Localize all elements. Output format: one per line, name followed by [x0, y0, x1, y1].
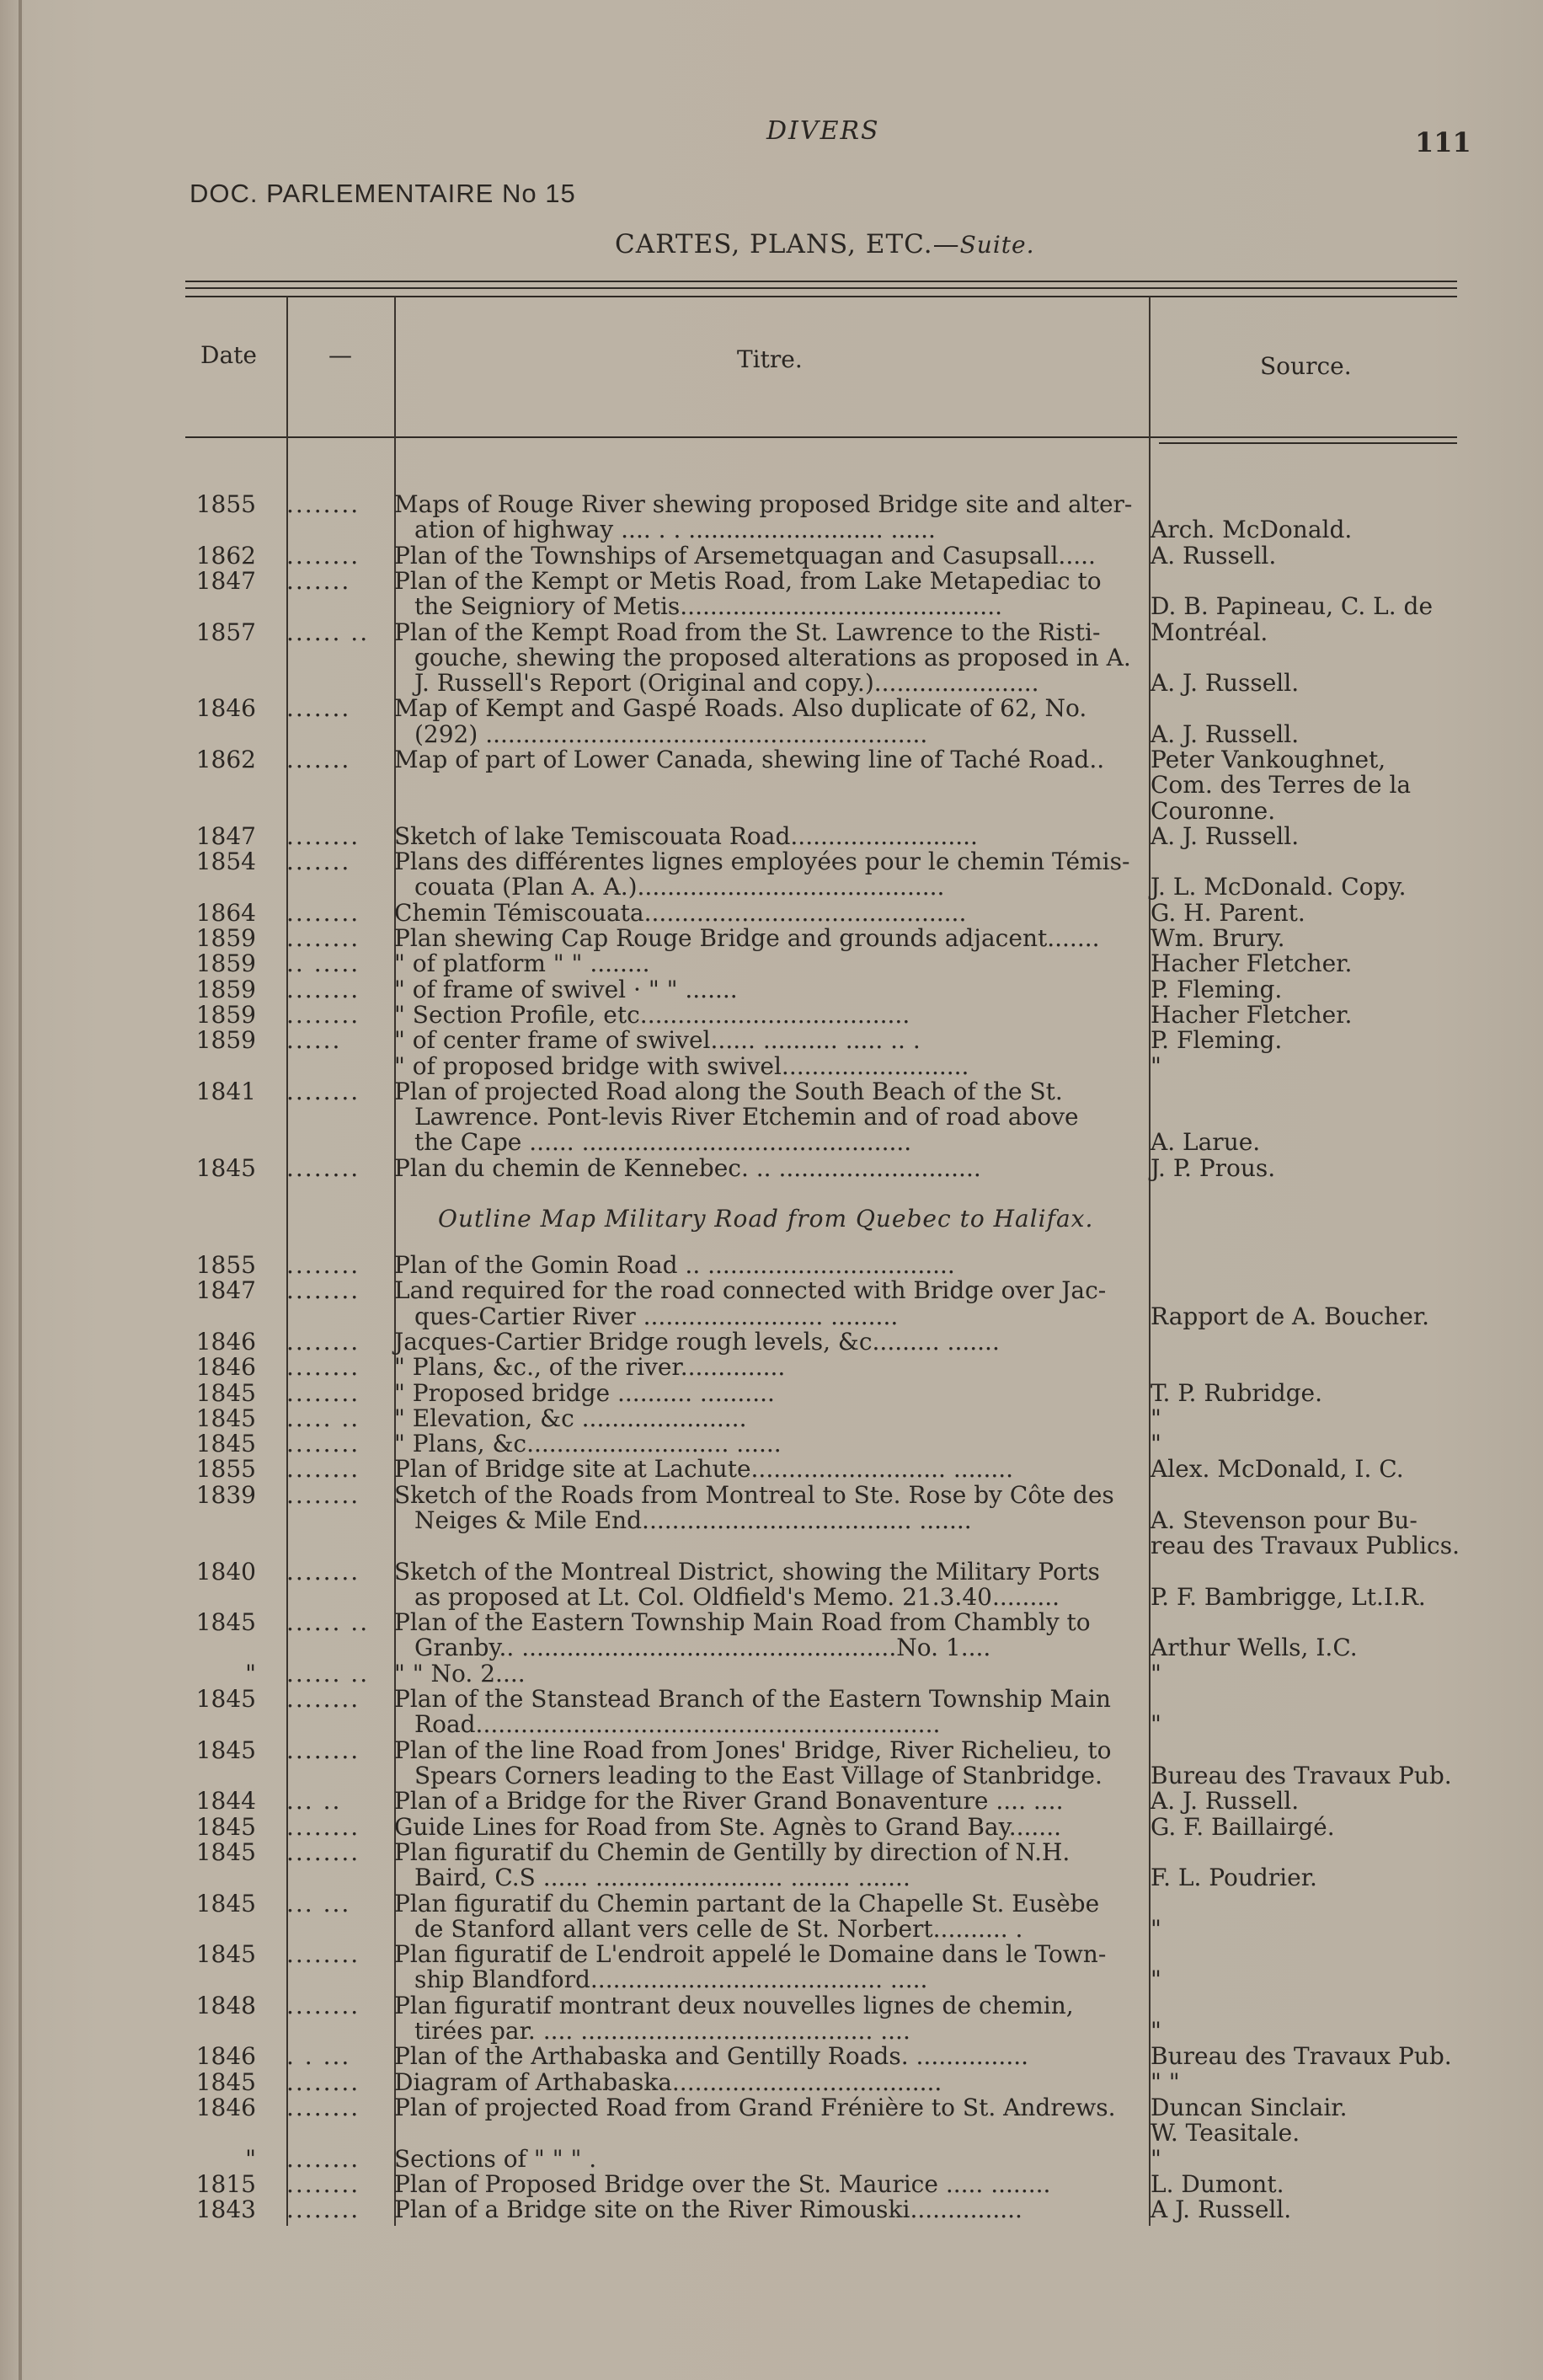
row-title-line: Plans des différentes lignes employées pour le chemin Témis-	[394, 848, 1130, 876]
row-title-line: Plan of a Bridge for the River Grand Bonaventure .... ....	[394, 1787, 1064, 1816]
row-title-line: Plan of the Eastern Township Main Road from Chambly to	[394, 1608, 1091, 1637]
row-dots: ........	[286, 2195, 360, 2224]
row-source-line: "	[1151, 1051, 1161, 1080]
row-dots: ........	[286, 1736, 360, 1764]
row-date: 1859	[195, 1026, 256, 1055]
row-source-line: Wm. Brury.	[1151, 924, 1285, 953]
table-row	[0, 2144, 1543, 2173]
row-source-line: Com. des Terres de la	[1151, 771, 1412, 800]
table-row	[0, 1079, 1543, 1156]
row-dots: ........	[286, 1251, 360, 1279]
row-dots: ........	[286, 1837, 360, 1866]
top-rule-2	[185, 287, 1457, 289]
row-title-line: Lawrence. Pont-levis River Etchemin and of road above	[414, 1103, 1079, 1131]
row-title-line: Plan du chemin de Kennebec. .. ...........................	[394, 1153, 981, 1182]
row-title-line: Guide Lines for Road from Ste. Agnès to Grand Bay.......	[394, 1812, 1061, 1841]
row-date: 1840	[195, 1557, 256, 1586]
row-title-line: tirées par. .... ....................................... ....	[414, 2016, 910, 2045]
row-date: 1846	[195, 694, 256, 723]
row-date: 1855	[195, 1455, 256, 1484]
row-title-line: " Elevation, &c ......................	[394, 1404, 747, 1432]
row-dots: .......	[286, 848, 351, 876]
row-dots: ........	[286, 1276, 360, 1305]
row-date: 1845	[195, 1889, 256, 1917]
row-title-line: Granby.. ..................................................No. 1....	[414, 1634, 991, 1662]
row-title-line: " Plans, &c., of the river..............	[394, 1353, 786, 1382]
row-dots: ........	[286, 2144, 360, 2173]
table-row	[0, 2067, 1543, 2096]
row-dots: ........	[286, 1455, 360, 1484]
row-date: 1846	[195, 1327, 256, 1356]
row-source-line: Bureau des Travaux Pub.	[1151, 1761, 1452, 1789]
row-source-line: "	[1151, 1659, 1161, 1687]
row-title-line: Sketch of lake Temiscouata Road.........................	[394, 821, 978, 850]
table-row	[0, 1687, 1543, 1738]
row-title-line: ques-Cartier River ........................ .........	[414, 1302, 899, 1330]
row-source-line: "	[1151, 2144, 1161, 2173]
row-source-line: G. F. Baillairgé.	[1151, 1812, 1335, 1841]
row-title-line: Sketch of the Montreal District, showing the Military Ports	[394, 1557, 1100, 1586]
row-title-line: ship Blandford....................................... .....	[414, 1966, 928, 1994]
row-dots: ........	[286, 1812, 360, 1841]
table-row	[0, 566, 1543, 621]
row-title-line: Plan of Proposed Bridge over the St. Maurice ..... ........	[394, 2169, 1051, 2198]
table-row	[0, 1378, 1543, 1407]
table-row	[0, 1891, 1543, 1943]
row-dots: ........	[286, 1153, 360, 1182]
table-row	[0, 849, 1543, 901]
row-title-line: " of platform " " ........	[394, 949, 650, 978]
row-source-line: "	[1151, 1404, 1161, 1432]
row-title-line: couata (Plan A. A.).........................................	[414, 873, 945, 901]
row-dots: ........	[286, 2093, 360, 2121]
row-title-line: Plan of the Arthabaska and Gentilly Roads. ...............	[394, 2042, 1029, 2071]
table-row	[0, 1789, 1543, 1814]
table-row	[0, 1812, 1543, 1841]
table-row	[0, 2169, 1543, 2198]
row-date: 1855	[195, 1251, 256, 1279]
column-head-title: Titre.	[737, 345, 803, 373]
row-source-line: Hacher Fletcher.	[1151, 949, 1353, 978]
document-label: DOC. PARLEMENTAIRE No 15	[190, 179, 576, 208]
table-row	[0, 1457, 1543, 1482]
table-row	[0, 1559, 1543, 1611]
row-dots: .......	[286, 694, 351, 723]
row-title-line: Diagram of Arthabaska....................................	[394, 2067, 942, 2096]
row-source-line: "	[1151, 2016, 1161, 2045]
row-dots: ........	[286, 1557, 360, 1586]
row-date: 1846	[195, 1353, 256, 1382]
table-row	[0, 1329, 1543, 1355]
row-date: 1859	[195, 949, 256, 978]
row-date: 1846	[195, 2093, 256, 2121]
row-source-line: Montréal.	[1151, 618, 1268, 646]
row-title-line: Plan of the line Road from Jones' Bridge, River Richelieu, to	[394, 1736, 1112, 1764]
table-row	[0, 2121, 1543, 2146]
row-title-line: Plan of a Bridge site on the River Rimouski...............	[394, 2195, 1022, 2224]
table-row	[0, 543, 1543, 569]
row-dots: ...... ..	[286, 1608, 370, 1637]
table-row	[0, 1837, 1543, 1892]
row-source-line: J. L. McDonald. Copy.	[1151, 873, 1407, 901]
row-dots: ........	[286, 1327, 360, 1356]
top-rule-1	[185, 281, 1457, 282]
row-date: 1845	[195, 1404, 256, 1432]
table-row	[0, 1610, 1543, 1661]
row-date: 1845	[195, 1940, 256, 1969]
row-source-line: " "	[1151, 2067, 1180, 2096]
row-dots: ........	[286, 975, 360, 1003]
table-row	[0, 1003, 1543, 1028]
row-date: 1862	[195, 746, 256, 773]
row-date: 1857	[195, 618, 256, 646]
row-date: 1845	[195, 2067, 256, 2096]
row-date: 1845	[195, 1378, 256, 1407]
row-dots: ........	[286, 1480, 360, 1509]
row-title-line: Plan figuratif du Chemin partant de la Chapelle St. Eusèbe	[394, 1889, 1100, 1917]
row-title-line: Maps of Rouge River shewing proposed Bridge site and alter-	[394, 490, 1133, 518]
row-source-line: Hacher Fletcher.	[1151, 1001, 1353, 1029]
row-dots: ...... ..	[286, 618, 370, 646]
row-title-line: Sketch of the Roads from Montreal to Ste. Rose by Côte des	[394, 1480, 1114, 1509]
row-dots: ..... ..	[286, 1404, 360, 1432]
row-title-line: as proposed at Lt. Col. Oldfield's Memo. 21.3.40.........	[414, 1582, 1060, 1611]
row-dots: ........	[286, 490, 360, 518]
row-dots: ... ...	[286, 1889, 351, 1917]
row-source-line: Couronne.	[1151, 796, 1276, 825]
table-row	[0, 1278, 1543, 1329]
row-source-line: W. Teasitale.	[1151, 2119, 1300, 2147]
row-date: 1844	[195, 1787, 256, 1816]
row-title-line: " Plans, &c........................... ......	[394, 1430, 782, 1458]
table-row	[0, 1355, 1543, 1380]
table-row	[0, 696, 1543, 747]
page-number: 111	[1415, 126, 1471, 158]
row-title-line: the Cape ...... ............................................	[414, 1128, 912, 1157]
row-title-line: (292) ...........................................................	[414, 719, 928, 748]
row-source-line: A. J. Russell.	[1151, 719, 1300, 748]
row-date: 1839	[195, 1480, 256, 1509]
top-rule-3	[185, 296, 1457, 297]
row-source-line: G. H. Parent.	[1151, 898, 1305, 927]
row-date: 1847	[195, 566, 256, 595]
row-title-line: Neiges & Mile End.................................... .......	[414, 1506, 972, 1534]
row-title-line: Plan of the Kempt or Metis Road, from Lake Metapediac to	[394, 566, 1102, 595]
table-row	[0, 1028, 1543, 1053]
row-title-line: Map of part of Lower Canada, shewing line of Taché Road..	[394, 746, 1105, 773]
row-dots: ........	[286, 2067, 360, 2096]
row-title-line: Plan of the Kempt Road from the St. Lawrence to the Risti-	[394, 618, 1101, 646]
row-title-line: Plan figuratif de L'endroit appelé le Domaine dans le Town-	[394, 1940, 1107, 1969]
row-title-line: Chemin Témiscouata...........................................	[394, 898, 967, 927]
row-date: 1862	[195, 541, 256, 570]
row-dots: ........	[286, 541, 360, 570]
row-source-line: Alex. McDonald, I. C.	[1151, 1455, 1404, 1484]
row-dots: ........	[286, 1077, 360, 1105]
table-row	[0, 1051, 1543, 1080]
row-date: 1846	[195, 2042, 256, 2071]
row-dots: ........	[286, 924, 360, 953]
row-source-line: P. Fleming.	[1151, 975, 1283, 1003]
table-row	[0, 898, 1543, 927]
row-source-line: A J. Russell.	[1151, 2195, 1292, 2224]
table-row	[0, 1431, 1543, 1457]
row-date: 1848	[195, 1991, 256, 2019]
table-row	[0, 2197, 1543, 2222]
row-title-line: Spears Corners leading to the East Village of Stanbridge.	[414, 1761, 1103, 1789]
row-title-line: Road..............................................................	[414, 1710, 941, 1739]
row-date: 1859	[195, 975, 256, 1003]
row-source-line: T. P. Rubridge.	[1151, 1378, 1323, 1407]
section-title: Outline Map Military Road from Quebec to Halifax.	[438, 1205, 1094, 1233]
row-date: 1815	[195, 2169, 256, 2198]
table-row	[0, 747, 1543, 824]
row-title-line: Land required for the road connected with Bridge over Jac-	[394, 1276, 1107, 1305]
row-source-line: A. J. Russell.	[1151, 669, 1300, 698]
row-source-line: "	[1151, 1914, 1161, 1943]
row-dots: ...... ..	[286, 1659, 370, 1687]
table-row	[0, 620, 1543, 697]
row-dots: ........	[286, 821, 360, 850]
row-date: 1855	[195, 490, 256, 518]
row-source-line: reau des Travaux Publics.	[1151, 1532, 1460, 1560]
table-row	[0, 821, 1543, 850]
table-row	[0, 1993, 1543, 2045]
row-date: 1845	[195, 1608, 256, 1637]
row-source-line: A. Russell.	[1151, 541, 1277, 570]
row-title-line: Sections of " " " .	[394, 2144, 597, 2173]
row-dots: ... ..	[286, 1787, 342, 1816]
row-title-line: Map of Kempt and Gaspé Roads. Also duplicate of 62, No.	[394, 694, 1087, 723]
table-row	[0, 1661, 1543, 1687]
row-source-line: A. Larue.	[1151, 1128, 1261, 1157]
row-title-line: Plan of projected Road along the South Beach of the St.	[394, 1077, 1063, 1105]
row-date: 1847	[195, 1276, 256, 1305]
table-row	[0, 1253, 1543, 1278]
row-date: 1847	[195, 821, 256, 850]
row-title-line: de Stanford allant vers celle de St. Norbert.......... .	[414, 1914, 1023, 1943]
table-row	[0, 492, 1543, 543]
row-dots: ......	[286, 1026, 342, 1055]
row-source-line: Duncan Sinclair.	[1151, 2093, 1348, 2121]
table-title	[615, 229, 1035, 259]
row-date: 1854	[195, 848, 256, 876]
head-rule	[185, 436, 1457, 438]
row-title-line: Plan figuratif montrant deux nouvelles lignes de chemin,	[394, 1991, 1074, 2019]
head-rule-source	[1159, 442, 1457, 444]
row-title-line: Plan of the Townships of Arsemetquagan and Casupsall.....	[394, 541, 1096, 570]
row-dots: ........	[286, 1001, 360, 1029]
row-date: 1845	[195, 1812, 256, 1841]
row-title-line: " of proposed bridge with swivel.........................	[394, 1051, 969, 1080]
table-row	[0, 1942, 1543, 1993]
row-source-line: "	[1151, 1430, 1161, 1458]
row-source-line: F. L. Poudrier.	[1151, 1864, 1317, 1892]
table-title-text: CARTES, PLANS, ETC.—	[615, 229, 960, 259]
row-source-line: D. B. Papineau, C. L. de	[1151, 592, 1434, 621]
row-title-line: gouche, shewing the proposed alterations as proposed in A.	[414, 643, 1131, 671]
row-title-line: Jacques-Cartier Bridge rough levels, &c......... .......	[394, 1327, 1000, 1356]
row-title-line: " Section Profile, etc....................................	[394, 1001, 910, 1029]
column-head-date: Date	[200, 341, 257, 369]
row-dots: .......	[286, 566, 351, 595]
row-date: 1841	[195, 1077, 256, 1105]
row-title-line: Plan of the Stanstead Branch of the Eastern Township Main	[394, 1685, 1111, 1714]
row-date: 1845	[195, 1685, 256, 1714]
row-dots: ........	[286, 1685, 360, 1714]
row-title-line: " Proposed bridge .......... ..........	[394, 1378, 775, 1407]
row-dots: . . ...	[286, 2042, 351, 2071]
row-dots: ........	[286, 1430, 360, 1458]
row-source-line: A. J. Russell.	[1151, 1787, 1300, 1816]
table-row	[0, 2095, 1543, 2121]
row-title-line: ation of highway .... . . .......................... ......	[414, 516, 936, 544]
row-dots: ........	[286, 1378, 360, 1407]
row-source-line: Arthur Wells, I.C.	[1151, 1634, 1358, 1662]
row-dots: .......	[286, 746, 351, 773]
row-date: "	[245, 2144, 256, 2173]
table-row	[0, 1738, 1543, 1789]
row-dots: .. .....	[286, 949, 360, 978]
table-row	[0, 951, 1543, 976]
row-source-line: Arch. McDonald.	[1151, 516, 1353, 544]
row-source-line: P. F. Bambrigge, Lt.I.R.	[1151, 1582, 1426, 1611]
row-source-line: Peter Vankoughnet,	[1151, 746, 1386, 773]
row-date: 1845	[195, 1153, 256, 1182]
row-date: 1845	[195, 1837, 256, 1866]
row-title-line: Plan shewing Cap Rouge Bridge and grounds adjacent.......	[394, 924, 1100, 953]
table-row	[0, 2044, 1543, 2069]
table-row	[0, 1406, 1543, 1431]
row-dots: ........	[286, 1353, 360, 1382]
running-title: DIVERS	[766, 116, 880, 146]
row-title-line: " " No. 2....	[394, 1659, 526, 1687]
table-row	[0, 926, 1543, 951]
table-row	[0, 1480, 1543, 1560]
row-date: 1859	[195, 924, 256, 953]
row-title-line: Plan figuratif du Chemin de Gentilly by direction of N.H.	[394, 1837, 1070, 1866]
row-date: 1845	[195, 1430, 256, 1458]
row-source-line: Bureau des Travaux Pub.	[1151, 2042, 1452, 2071]
row-source-line: P. Fleming.	[1151, 1026, 1283, 1055]
table-row	[0, 1153, 1543, 1182]
row-dots: ........	[286, 898, 360, 927]
row-date: 1859	[195, 1001, 256, 1029]
row-date: "	[245, 1659, 256, 1687]
column-head-dash: —	[328, 341, 352, 369]
row-source-line: A. J. Russell.	[1151, 821, 1300, 850]
row-source-line: "	[1151, 1710, 1161, 1739]
row-source-line: J. P. Prous.	[1151, 1153, 1276, 1182]
row-title-line: Plan of projected Road from Grand Frénière to St. Andrews.	[394, 2093, 1116, 2121]
row-title-line: " of frame of swivel · " " .......	[394, 975, 738, 1003]
row-title-line: Plan of Bridge site at Lachute.......................... ........	[394, 1455, 1014, 1484]
row-title-line: J. Russell's Report (Original and copy.)......................	[414, 669, 1039, 698]
table-title-suffix: Suite.	[959, 231, 1035, 259]
row-title-line: Plan of the Gomin Road .. .................................	[394, 1251, 955, 1279]
row-source-line: Rapport de A. Boucher.	[1151, 1302, 1430, 1330]
table-row	[0, 977, 1543, 1003]
row-title-line: the Seigniory of Metis...........................................	[414, 592, 1002, 621]
row-dots: ........	[286, 1940, 360, 1969]
row-source-line: "	[1151, 1966, 1161, 1994]
row-title-line: Baird, C.S ...... ......................... ........ .......	[414, 1864, 910, 1892]
row-date: 1843	[195, 2195, 256, 2224]
row-dots: ........	[286, 2169, 360, 2198]
row-source-line: A. Stevenson pour Bu-	[1151, 1506, 1418, 1534]
row-dots: ........	[286, 1991, 360, 2019]
column-head-source: Source.	[1260, 352, 1352, 380]
row-date: 1845	[195, 1736, 256, 1764]
row-date: 1864	[195, 898, 256, 927]
row-title-line: " of center frame of swivel...... .......... ..... .. .	[394, 1026, 921, 1055]
row-source-line: L. Dumont.	[1151, 2169, 1284, 2198]
